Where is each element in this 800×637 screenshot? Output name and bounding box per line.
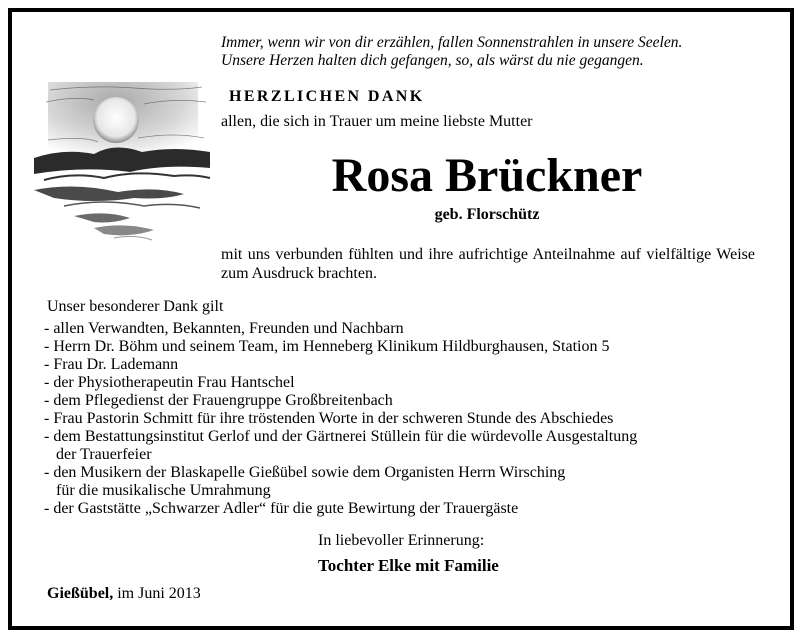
family-signature: Tochter Elke mit Familie (318, 556, 499, 575)
thanks-paragraph: mit uns verbunden fühlten und ihre aufrichtige Anteilnahme auf vielfältige Weise zum Ausdruck brachten. (221, 246, 755, 282)
list-item: - Frau Dr. Lademann (44, 356, 179, 373)
list-item: - dem Pflegedienst der Frauengruppe Großbreitenbach (44, 392, 393, 409)
list-item: - der Physiotherapeutin Frau Hantschel (44, 374, 295, 391)
heading: HERZLICHEN DANK (229, 88, 425, 105)
memory-line: In liebevoller Erinnerung: (318, 532, 485, 549)
thanks-list (44, 320, 744, 518)
intro-text: allen, die sich in Trauer um meine liebste Mutter (221, 113, 533, 130)
poem-line-2: Unsere Herzen halten dich gefangen, so, als wärst du nie gegangen. (221, 52, 644, 69)
place-date (47, 585, 201, 603)
poem (221, 34, 781, 70)
date-text: im Juni 2013 (113, 585, 201, 602)
list-item: - allen Verwandten, Bekannten, Freunden und Nachbarn (44, 320, 404, 337)
list-item: - dem Bestattungsinstitut Gerlof und der Gärtnerei Stüllein für die würdevolle Ausgestaltung (44, 428, 638, 445)
moon-landscape-image (34, 82, 210, 248)
maiden-name: geb. Florschütz (434, 206, 540, 223)
list-item: für die musikalische Umrahmung (44, 482, 271, 499)
deceased-name: Rosa Brückner (331, 149, 643, 202)
place-name: Gießübel, (47, 585, 114, 602)
list-item: - Frau Pastorin Schmitt für ihre tröstenden Worte in der schweren Stunde des Abschiedes (44, 410, 614, 427)
special-thanks-intro: Unser besonderer Dank gilt (47, 298, 224, 315)
poem-line-1: Immer, wenn wir von dir erzählen, fallen Sonnenstrahlen in unsere Seelen. (221, 34, 683, 51)
list-item: - Herrn Dr. Böhm und seinem Team, im Henneberg Klinikum Hildburghausen, Station 5 (44, 338, 610, 355)
list-item: der Trauerfeier (44, 446, 152, 463)
list-item: - der Gaststätte „Schwarzer Adler“ für die gute Bewirtung der Trauergäste (44, 500, 519, 517)
list-item: - den Musikern der Blaskapelle Gießübel sowie dem Organisten Herrn Wirsching (44, 464, 566, 481)
